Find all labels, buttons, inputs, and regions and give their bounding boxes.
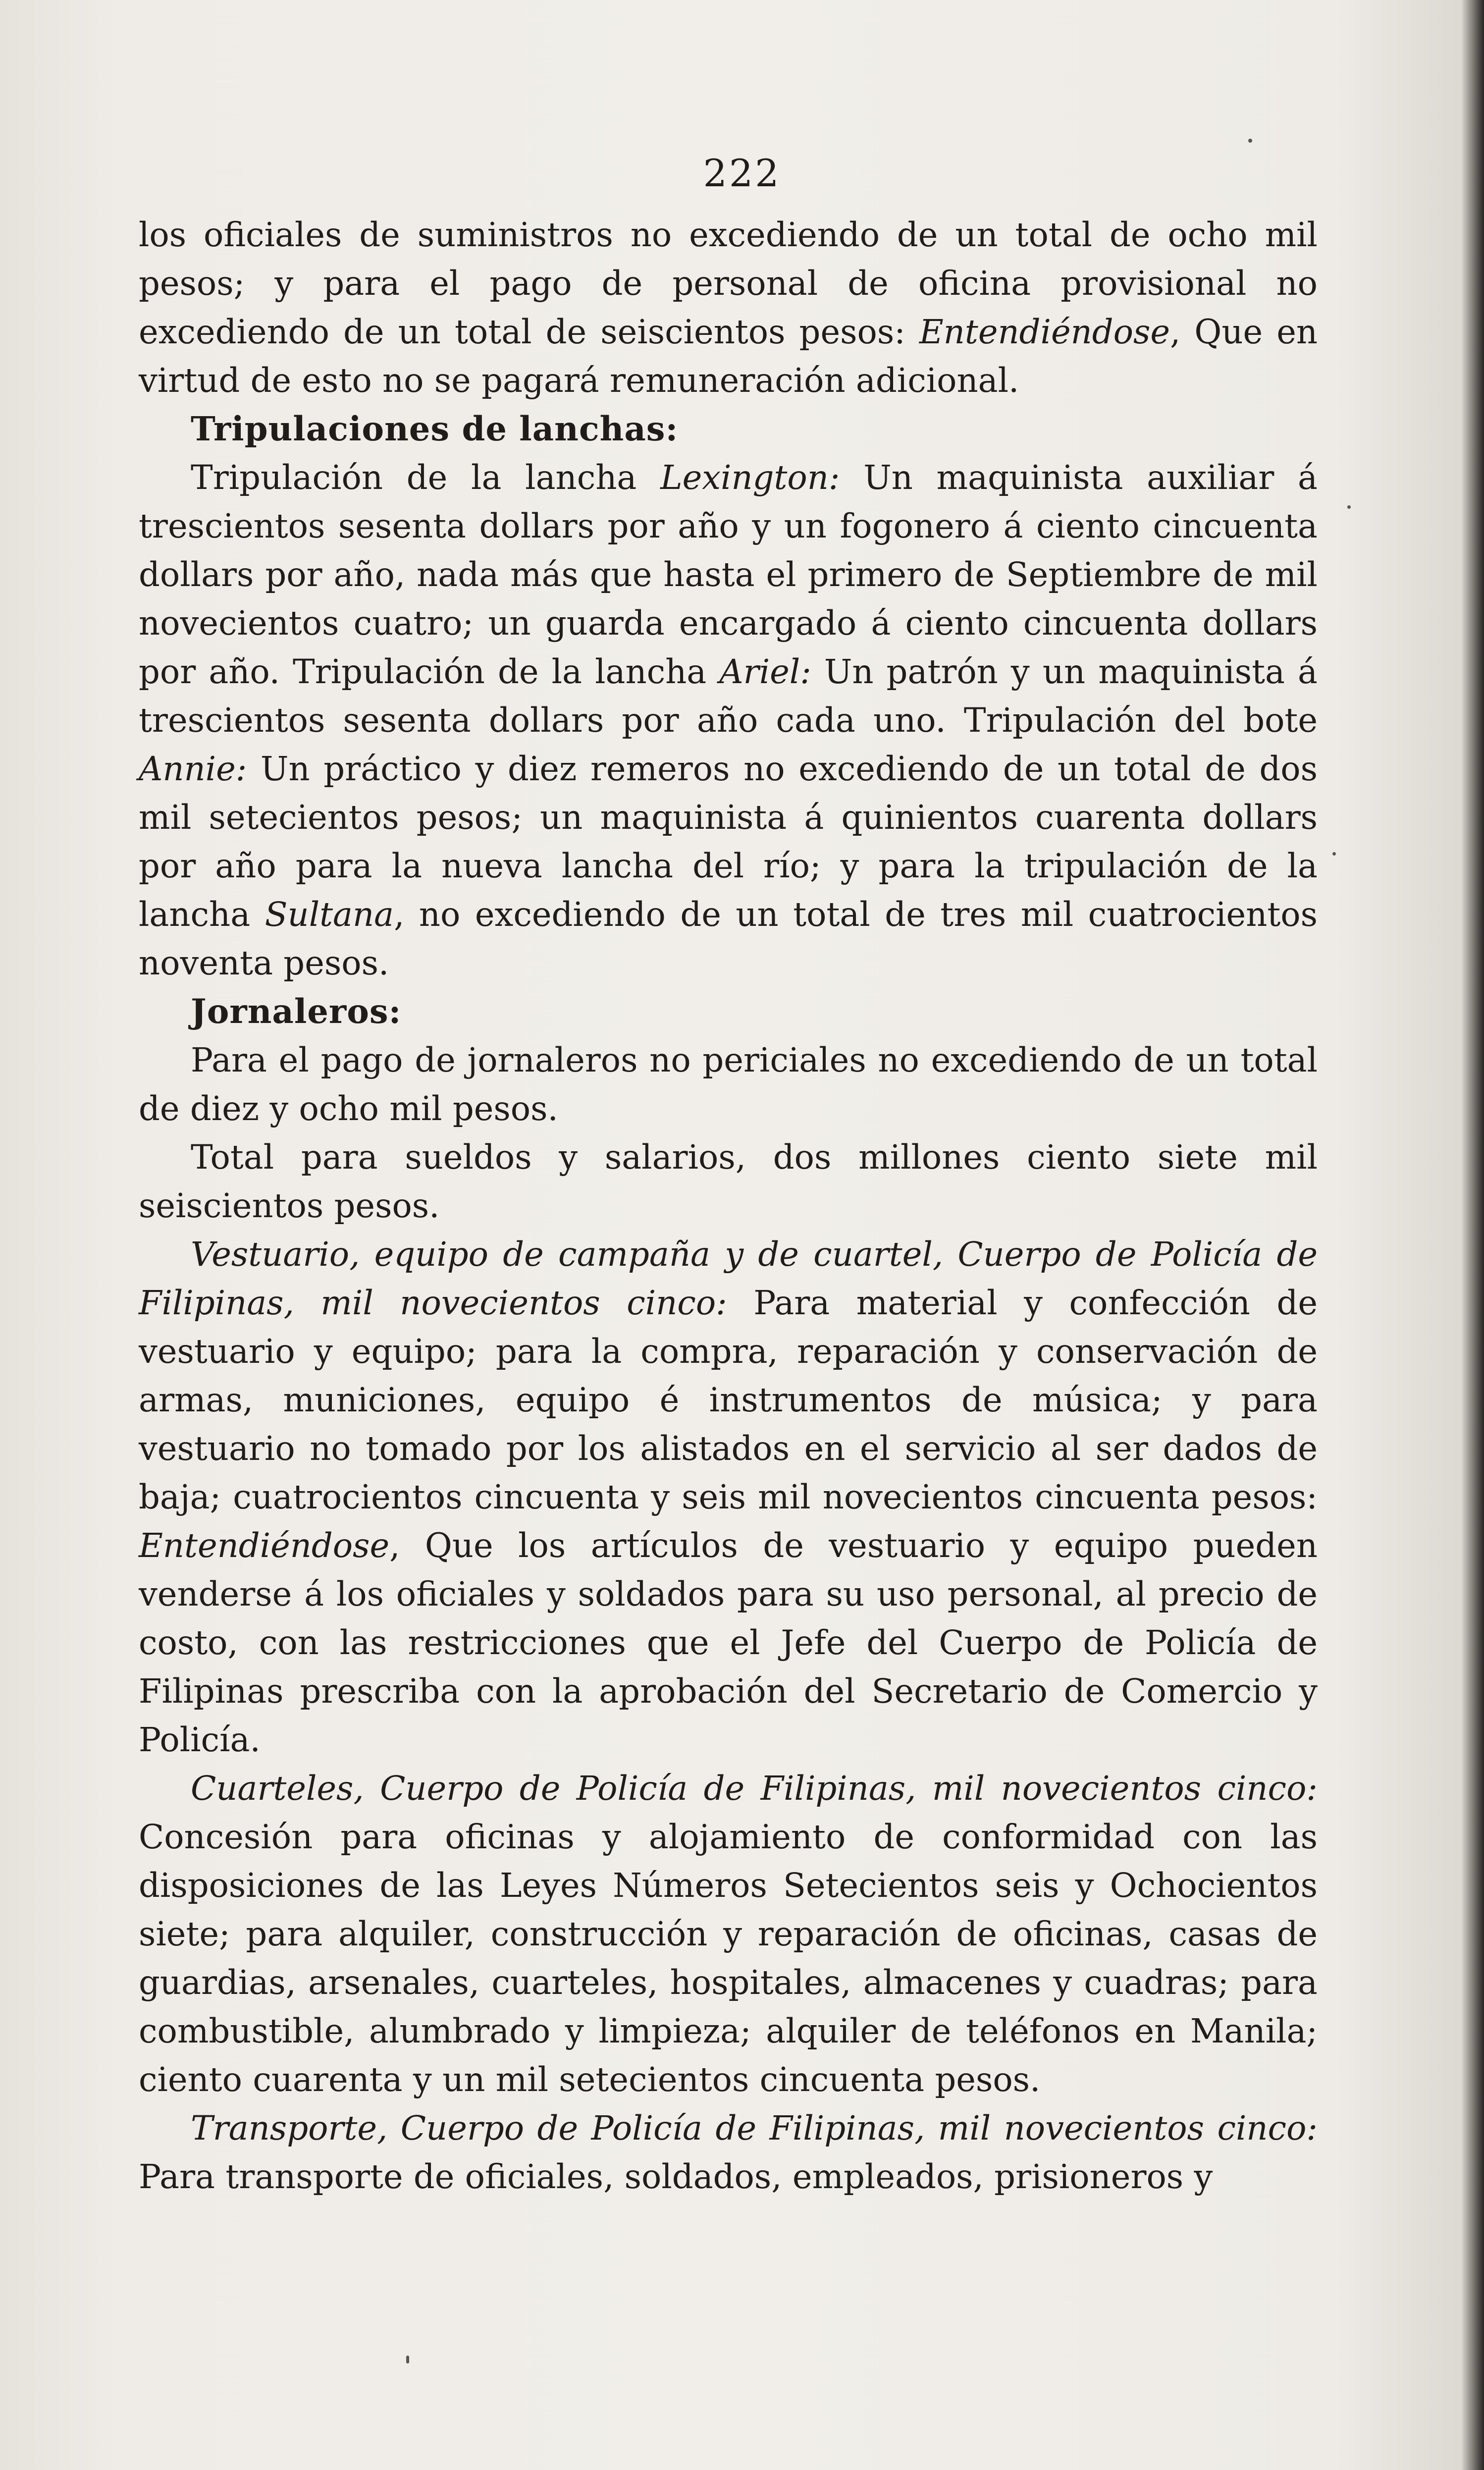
ink-speck <box>1347 505 1351 509</box>
italic-text-segment: Ariel: <box>719 652 811 691</box>
text-segment: Un práctico y diez remeros no excediendo de un total de dos mil setecientos pesos; un maquinista á quinientos cuarenta dollars por año para la nueva lancha del río; y para la tripulación de la lancha <box>139 750 1318 934</box>
heading-tripulaciones <box>139 405 1318 453</box>
italic-text-segment: Sultana <box>265 895 394 934</box>
ink-speck <box>1248 139 1252 143</box>
text-segment: Un patrón y un maquinista á trescientos sesenta dollars por año cada uno. Tripulación del bote <box>139 652 1318 740</box>
text-segment: , Que los artículos de vestuario y equipo pueden venderse á los oficiales y soldados para su uso personal, al precio de costo, con las restricciones que el Jefe del Cuerpo de Policía de Filipinas prescriba con la aprobación del Secretario de Comercio y Policía. <box>139 1526 1318 1759</box>
text-segment: los oficiales de suministros no excediendo de un total de ocho mil pesos; y para el pago de personal de oficina provisional no excediendo de un total de seiscientos pesos: <box>139 215 1318 351</box>
italic-text-segment: Vestuario, equipo de campaña y de cuartel, Cuerpo de Policía de Filipinas, mil novecientos cinco: <box>139 1235 1318 1322</box>
paragraph-jornaleros <box>139 1036 1318 1133</box>
paragraph-total-sueldos <box>139 1133 1318 1230</box>
text-segment: Tripulación de la lancha <box>191 458 661 497</box>
paragraph-tripulacion-lanchas <box>139 453 1318 987</box>
ink-speck <box>1332 852 1336 856</box>
text-segment: Para transporte de oficiales, soldados, empleados, prisioneros y <box>139 2157 1213 2196</box>
ink-speck <box>406 2356 409 2363</box>
text-segment: , no excediendo de un total de tres mil cuatrocientos noventa pesos. <box>139 895 1318 982</box>
paragraph-transporte <box>139 2104 1318 2201</box>
paragraph-cuarteles <box>139 1764 1318 2104</box>
italic-text-segment: Lexington: <box>660 458 840 497</box>
binding-shadow <box>1461 0 1484 2470</box>
text-segment: Para material y confección de vestuario y equipo; para la compra, reparación y conservación de armas, municiones, equipo é instrumentos de música; y para vestuario no tomado por los alistados en el servicio al ser dados de baja; cuatrocientos cincuenta y seis mil novecientos cincuenta pesos: <box>139 1284 1318 1516</box>
text-segment: Un maquinista auxiliar á trescientos sesenta dollars por año y un fogonero á ciento cincuenta dollars por año, nada más que hasta el primero de Septiembre de mil novecientos cuatro; un guarda encargado á ciento cincuenta dollars por año. Tripulación de la lancha <box>139 458 1318 691</box>
italic-text-segment: Cuarteles, Cuerpo de Policía de Filipinas, mil novecientos cinco: <box>191 1769 1318 1808</box>
heading-jornaleros <box>139 987 1318 1036</box>
italic-text-segment: Entendiéndose <box>139 1526 390 1565</box>
body-text <box>139 211 1318 2201</box>
text-segment: Jornaleros: <box>191 992 402 1031</box>
paragraph-vestuario <box>139 1230 1318 1764</box>
italic-text-segment: Entendiéndose <box>919 313 1170 351</box>
text-segment: Total para sueldos y salarios, dos millones ciento siete mil seiscientos pesos. <box>139 1138 1318 1225</box>
paragraph-suministros-continuation <box>139 211 1318 405</box>
text-segment: Tripulaciones de lanchas: <box>191 409 679 448</box>
italic-text-segment: Transporte, Cuerpo de Policía de Filipinas, mil novecientos cinco: <box>191 2109 1318 2148</box>
italic-text-segment: Annie: <box>139 750 247 788</box>
text-segment: Para el pago de jornaleros no periciales no excediendo de un total de diez y ocho mil pesos. <box>139 1041 1318 1128</box>
text-segment: , Que en virtud de esto no se pagará remuneración adicional. <box>139 313 1318 400</box>
text-segment: Concesión para oficinas y alojamiento de conformidad con las disposiciones de las Leyes Números Setecientos seis y Ochocientos siete; para alquiler, construcción y reparación de oficinas, casas de guardias, arsenales, cuarteles, hospitales, almacenes y cuadras; para combustible, alumbrado y limpieza; alquiler de teléfonos en Manila; ciento cuarenta y un mil setecientos cincuenta pesos. <box>139 1818 1318 2099</box>
page-number: 222 <box>703 151 781 195</box>
